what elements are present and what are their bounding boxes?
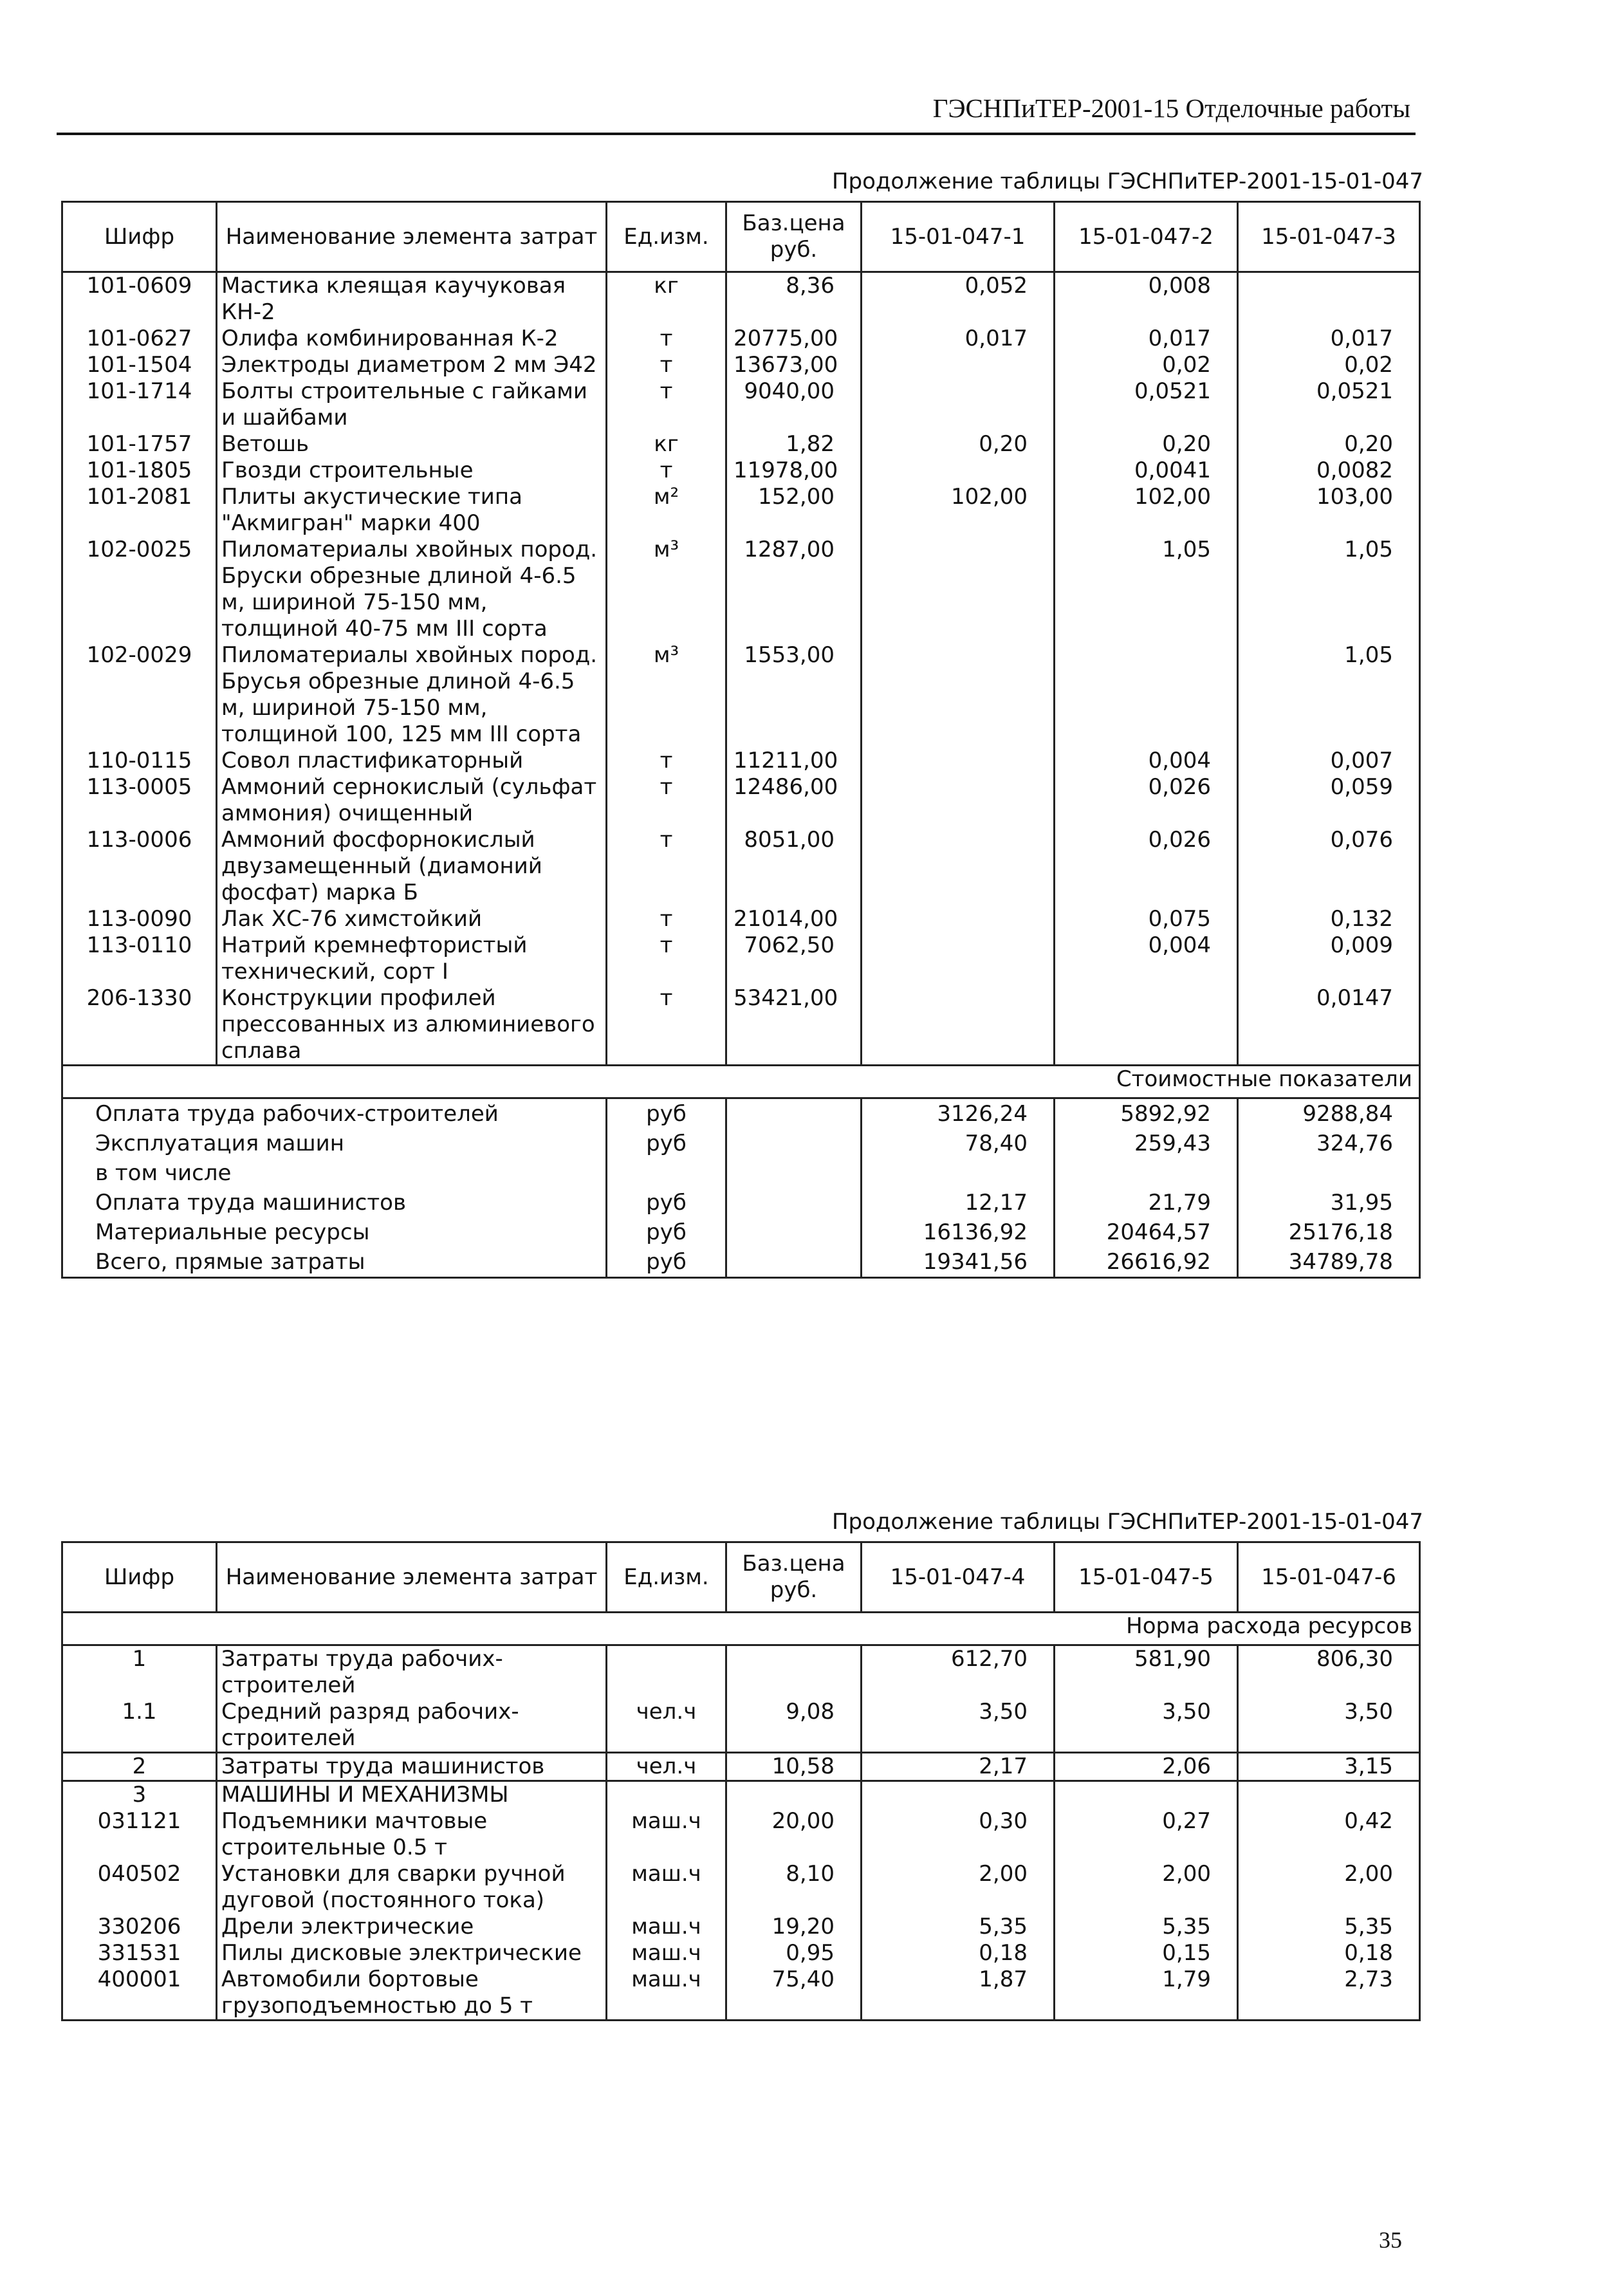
value-cell: 0,20 <box>862 431 1055 458</box>
value-cell: 0,42 <box>1238 1808 1420 1861</box>
unit-cell: т <box>607 458 726 484</box>
name-cell: Затраты труда машинистов <box>217 1753 607 1781</box>
value-cell <box>862 985 1055 1066</box>
value-cell: 3,50 <box>1238 1699 1420 1753</box>
value-cell: 9288,84 <box>1238 1098 1420 1129</box>
code-cell: 110-0115 <box>62 748 217 774</box>
value-cell: 324,76 <box>1238 1129 1420 1158</box>
value-cell: 0,20 <box>1055 431 1238 458</box>
column-header: 15-01-047-3 <box>1238 202 1420 272</box>
table-row <box>62 431 1420 458</box>
value-cell: 0,15 <box>1055 1940 1238 1966</box>
code-cell: 330206 <box>62 1914 217 1940</box>
document-title: ГЭСНПиТЕР-2001-15 Отделочные работы <box>932 93 1410 123</box>
value-cell <box>1238 272 1420 326</box>
value-cell <box>862 827 1055 906</box>
value-cell: 2,00 <box>1055 1861 1238 1914</box>
value-cell <box>862 1158 1055 1188</box>
value-cell <box>1055 1158 1238 1188</box>
name-cell: Дрели электрические <box>217 1914 607 1940</box>
value-cell: 0,052 <box>862 272 1055 326</box>
price-cell: 11211,00 <box>726 748 862 774</box>
name-cell: Гвозди строительные <box>217 458 607 484</box>
value-cell: 0,132 <box>1238 906 1420 932</box>
value-cell: 0,075 <box>1055 906 1238 932</box>
value-cell <box>1238 1158 1420 1188</box>
column-header: Шифр <box>62 1542 217 1613</box>
price-cell: 8,10 <box>726 1861 862 1914</box>
price-cell: 8051,00 <box>726 827 862 906</box>
price-cell <box>726 1645 862 1699</box>
unit-cell: т <box>607 827 726 906</box>
name-cell: Болты строительные с гайками и шайбами <box>217 378 607 431</box>
cost-banner-row <box>62 1066 1420 1098</box>
value-cell: 259,43 <box>1055 1129 1238 1158</box>
summary-row <box>62 1247 1420 1278</box>
code-cell: 113-0110 <box>62 932 217 985</box>
price-cell: 0,95 <box>726 1940 862 1966</box>
summary-row <box>62 1129 1420 1158</box>
table-row <box>62 1940 1420 1966</box>
empty-cell <box>726 1098 862 1129</box>
unit-cell <box>607 1781 726 1809</box>
value-cell: 0,27 <box>1055 1808 1238 1861</box>
value-cell: 0,059 <box>1238 774 1420 827</box>
unit-cell: м² <box>607 484 726 537</box>
value-cell: 0,20 <box>1238 431 1420 458</box>
name-cell: Автомобили бортовые грузоподъемностью до 5 т <box>217 1966 607 2021</box>
price-cell: 7062,50 <box>726 932 862 985</box>
norm-banner-row <box>62 1613 1420 1645</box>
name-cell: МАШИНЫ И МЕХАНИЗМЫ <box>217 1781 607 1809</box>
page-number: 35 <box>1379 2227 1402 2253</box>
page-header <box>57 90 1416 135</box>
unit-cell: т <box>607 378 726 431</box>
name-cell: Ветошь <box>217 431 607 458</box>
code-cell: 102-0029 <box>62 642 217 748</box>
value-cell: 0,18 <box>862 1940 1055 1966</box>
table-row <box>62 537 1420 642</box>
price-cell: 10,58 <box>726 1753 862 1781</box>
value-cell <box>1238 1781 1420 1809</box>
code-cell: 2 <box>62 1753 217 1781</box>
value-cell: 0,18 <box>1238 1940 1420 1966</box>
column-header: 15-01-047-5 <box>1055 1542 1238 1613</box>
unit-cell: кг <box>607 431 726 458</box>
name-cell: Олифа комбинированная К-2 <box>217 326 607 352</box>
value-cell: 1,05 <box>1055 537 1238 642</box>
value-cell: 2,00 <box>1238 1861 1420 1914</box>
unit-cell: чел.ч <box>607 1699 726 1753</box>
price-cell: 75,40 <box>726 1966 862 2021</box>
name-cell: Пиломатериалы хвойных пород. Брусья обрезные длиной 4-6.5 м, шириной 75-150 мм, толщиной 100, 125 мм III сорта <box>217 642 607 748</box>
table-row <box>62 1914 1420 1940</box>
value-cell: 0,026 <box>1055 827 1238 906</box>
value-cell <box>862 748 1055 774</box>
value-cell: 0,009 <box>1238 932 1420 985</box>
table-row <box>62 484 1420 537</box>
value-cell: 0,0041 <box>1055 458 1238 484</box>
value-cell: 5,35 <box>1055 1914 1238 1940</box>
value-cell: 2,06 <box>1055 1753 1238 1781</box>
name-cell: Аммоний фосфорнокислый двузамещенный (диамоний фосфат) марка Б <box>217 827 607 906</box>
name-cell: Затраты труда рабочих-строителей <box>217 1645 607 1699</box>
unit-cell: т <box>607 985 726 1066</box>
value-cell: 3,50 <box>1055 1699 1238 1753</box>
unit-cell: т <box>607 326 726 352</box>
name-cell: Подъемники мачтовые строительные 0.5 т <box>217 1808 607 1861</box>
value-cell: 5892,92 <box>1055 1098 1238 1129</box>
price-cell: 1,82 <box>726 431 862 458</box>
unit-cell: т <box>607 932 726 985</box>
table-row <box>62 1808 1420 1861</box>
unit-cell: руб <box>607 1129 726 1158</box>
code-cell: 040502 <box>62 1861 217 1914</box>
table2-caption: Продолжение таблицы ГЭСНПиТЕР-2001-15-01-047 <box>831 1509 1423 1535</box>
value-cell: 12,17 <box>862 1188 1055 1217</box>
code-cell: 113-0005 <box>62 774 217 827</box>
value-cell: 16136,92 <box>862 1217 1055 1247</box>
value-cell: 0,0147 <box>1238 985 1420 1066</box>
unit-cell <box>607 1158 726 1188</box>
value-cell <box>1055 1781 1238 1809</box>
code-cell: 102-0025 <box>62 537 217 642</box>
unit-cell: руб <box>607 1098 726 1129</box>
price-cell: 8,36 <box>726 272 862 326</box>
summary-label: Всего, прямые затраты <box>62 1247 607 1278</box>
value-cell <box>1055 642 1238 748</box>
column-header: Ед.изм. <box>607 1542 726 1613</box>
empty-cell <box>726 1247 862 1278</box>
summary-row <box>62 1217 1420 1247</box>
name-cell: Плиты акустические типа "Акмигран" марки 400 <box>217 484 607 537</box>
table-row <box>62 272 1420 326</box>
summary-label: Оплата труда рабочих-строителей <box>62 1098 607 1129</box>
column-header: Наименование элемента затрат <box>217 202 607 272</box>
value-cell: 102,00 <box>1055 484 1238 537</box>
value-cell: 1,05 <box>1238 537 1420 642</box>
column-header: 15-01-047-4 <box>862 1542 1055 1613</box>
value-cell: 25176,18 <box>1238 1217 1420 1247</box>
value-cell <box>862 642 1055 748</box>
value-cell: 0,026 <box>1055 774 1238 827</box>
code-cell: 400001 <box>62 1966 217 2021</box>
price-cell: 21014,00 <box>726 906 862 932</box>
price-cell <box>726 1781 862 1809</box>
table-row <box>62 378 1420 431</box>
value-cell <box>862 906 1055 932</box>
name-cell: Конструкции профилей прессованных из алюминиевого сплава <box>217 985 607 1066</box>
value-cell: 2,00 <box>862 1861 1055 1914</box>
table-row <box>62 1699 1420 1753</box>
code-cell: 113-0090 <box>62 906 217 932</box>
empty-cell <box>726 1217 862 1247</box>
value-cell: 102,00 <box>862 484 1055 537</box>
value-cell: 1,05 <box>1238 642 1420 748</box>
code-cell: 101-0627 <box>62 326 217 352</box>
name-cell: Совол пластификаторный <box>217 748 607 774</box>
table-row <box>62 1753 1420 1781</box>
unit-cell: м³ <box>607 642 726 748</box>
name-cell: Пиломатериалы хвойных пород. Бруски обрезные длиной 4-6.5 м, шириной 75-150 мм, толщиной 40-75 мм III сорта <box>217 537 607 642</box>
unit-cell: т <box>607 774 726 827</box>
column-header: Шифр <box>62 202 217 272</box>
unit-cell: чел.ч <box>607 1753 726 1781</box>
code-cell: 101-1757 <box>62 431 217 458</box>
table-row <box>62 326 1420 352</box>
value-cell: 0,017 <box>1238 326 1420 352</box>
price-cell: 1287,00 <box>726 537 862 642</box>
name-cell: Электроды диаметром 2 мм Э42 <box>217 352 607 378</box>
value-cell: 0,004 <box>1055 932 1238 985</box>
column-header: 15-01-047-6 <box>1238 1542 1420 1613</box>
unit-cell: м³ <box>607 537 726 642</box>
table-row <box>62 774 1420 827</box>
value-cell: 0,008 <box>1055 272 1238 326</box>
code-cell: 1 <box>62 1645 217 1699</box>
code-cell: 101-1805 <box>62 458 217 484</box>
summary-label: в том числе <box>62 1158 607 1188</box>
unit-cell: руб <box>607 1247 726 1278</box>
value-cell <box>862 932 1055 985</box>
price-cell: 1553,00 <box>726 642 862 748</box>
code-cell: 101-1714 <box>62 378 217 431</box>
table-row <box>62 642 1420 748</box>
unit-cell: маш.ч <box>607 1808 726 1861</box>
unit-cell: маш.ч <box>607 1966 726 2021</box>
empty-cell <box>726 1129 862 1158</box>
table1-header-row <box>62 202 1420 272</box>
code-cell: 1.1 <box>62 1699 217 1753</box>
value-cell: 0,076 <box>1238 827 1420 906</box>
value-cell: 0,0521 <box>1238 378 1420 431</box>
value-cell: 0,017 <box>1055 326 1238 352</box>
code-cell: 3 <box>62 1781 217 1809</box>
table-row <box>62 1966 1420 2021</box>
table-row <box>62 748 1420 774</box>
unit-cell: т <box>607 748 726 774</box>
value-cell <box>862 378 1055 431</box>
value-cell: 5,35 <box>1238 1914 1420 1940</box>
value-cell: 0,0082 <box>1238 458 1420 484</box>
value-cell: 103,00 <box>1238 484 1420 537</box>
column-header: Ед.изм. <box>607 202 726 272</box>
unit-cell: т <box>607 352 726 378</box>
value-cell: 2,73 <box>1238 1966 1420 2021</box>
name-cell: Аммоний сернокислый (сульфат аммония) очищенный <box>217 774 607 827</box>
value-cell: 0,017 <box>862 326 1055 352</box>
value-cell <box>862 458 1055 484</box>
value-cell: 0,004 <box>1055 748 1238 774</box>
table1-caption: Продолжение таблицы ГЭСНПиТЕР-2001-15-01-047 <box>831 169 1423 194</box>
unit-cell: т <box>607 906 726 932</box>
price-cell: 19,20 <box>726 1914 862 1940</box>
value-cell <box>862 774 1055 827</box>
unit-cell: руб <box>607 1217 726 1247</box>
value-cell: 0,02 <box>1238 352 1420 378</box>
code-cell: 101-1504 <box>62 352 217 378</box>
price-cell: 11978,00 <box>726 458 862 484</box>
table-row <box>62 1645 1420 1699</box>
value-cell <box>862 352 1055 378</box>
unit-cell: маш.ч <box>607 1914 726 1940</box>
name-cell: Натрий кремнефтористый технический, сорт I <box>217 932 607 985</box>
code-cell: 031121 <box>62 1808 217 1861</box>
value-cell: 26616,92 <box>1055 1247 1238 1278</box>
summary-row <box>62 1098 1420 1129</box>
name-cell: Пилы дисковые электрические <box>217 1940 607 1966</box>
summary-label: Эксплуатация машин <box>62 1129 607 1158</box>
unit-cell: маш.ч <box>607 1861 726 1914</box>
name-cell: Мастика клеящая каучуковая КН-2 <box>217 272 607 326</box>
column-header: 15-01-047-1 <box>862 202 1055 272</box>
value-cell: 0,30 <box>862 1808 1055 1861</box>
table-row <box>62 932 1420 985</box>
code-cell: 101-2081 <box>62 484 217 537</box>
value-cell <box>862 537 1055 642</box>
price-cell: 53421,00 <box>726 985 862 1066</box>
table2-header-row <box>62 1542 1420 1613</box>
name-cell: Установки для сварки ручной дуговой (постоянного тока) <box>217 1861 607 1914</box>
column-header: 15-01-047-2 <box>1055 202 1238 272</box>
summary-row <box>62 1188 1420 1217</box>
value-cell: 31,95 <box>1238 1188 1420 1217</box>
unit-cell <box>607 1645 726 1699</box>
norm-banner: Норма расхода ресурсов <box>62 1613 1420 1645</box>
unit-cell: кг <box>607 272 726 326</box>
resource-table-1 <box>61 201 1421 1279</box>
table-row <box>62 352 1420 378</box>
table-row <box>62 1861 1420 1914</box>
value-cell: 19341,56 <box>862 1247 1055 1278</box>
column-header: Наименование элемента затрат <box>217 1542 607 1613</box>
column-header: Баз.цена руб. <box>726 1542 862 1613</box>
value-cell: 806,30 <box>1238 1645 1420 1699</box>
name-cell: Средний разряд рабочих-строителей <box>217 1699 607 1753</box>
empty-cell <box>726 1188 862 1217</box>
value-cell: 3,15 <box>1238 1753 1420 1781</box>
value-cell: 3126,24 <box>862 1098 1055 1129</box>
price-cell: 12486,00 <box>726 774 862 827</box>
table-row <box>62 1781 1420 1809</box>
empty-cell <box>726 1158 862 1188</box>
unit-cell: маш.ч <box>607 1940 726 1966</box>
value-cell: 612,70 <box>862 1645 1055 1699</box>
resource-table-2 <box>61 1541 1421 2021</box>
table-row <box>62 985 1420 1066</box>
value-cell: 5,35 <box>862 1914 1055 1940</box>
price-cell: 9040,00 <box>726 378 862 431</box>
unit-cell: руб <box>607 1188 726 1217</box>
price-cell: 13673,00 <box>726 352 862 378</box>
cost-banner: Стоимостные показатели <box>62 1066 1420 1098</box>
table-row <box>62 458 1420 484</box>
value-cell: 1,87 <box>862 1966 1055 2021</box>
code-cell: 101-0609 <box>62 272 217 326</box>
value-cell: 34789,78 <box>1238 1247 1420 1278</box>
value-cell: 21,79 <box>1055 1188 1238 1217</box>
value-cell: 3,50 <box>862 1699 1055 1753</box>
code-cell: 113-0006 <box>62 827 217 906</box>
value-cell: 78,40 <box>862 1129 1055 1158</box>
value-cell <box>1055 985 1238 1066</box>
value-cell: 0,007 <box>1238 748 1420 774</box>
value-cell: 0,02 <box>1055 352 1238 378</box>
price-cell: 152,00 <box>726 484 862 537</box>
value-cell <box>862 1781 1055 1809</box>
code-cell: 206-1330 <box>62 985 217 1066</box>
value-cell: 581,90 <box>1055 1645 1238 1699</box>
value-cell: 1,79 <box>1055 1966 1238 2021</box>
value-cell: 20464,57 <box>1055 1217 1238 1247</box>
price-cell: 20775,00 <box>726 326 862 352</box>
name-cell: Лак ХС-76 химстойкий <box>217 906 607 932</box>
value-cell: 0,0521 <box>1055 378 1238 431</box>
table-row <box>62 906 1420 932</box>
summary-label: Оплата труда машинистов <box>62 1188 607 1217</box>
summary-label: Материальные ресурсы <box>62 1217 607 1247</box>
summary-row <box>62 1158 1420 1188</box>
code-cell: 331531 <box>62 1940 217 1966</box>
column-header: Баз.цена руб. <box>726 202 862 272</box>
price-cell: 20,00 <box>726 1808 862 1861</box>
table-row <box>62 827 1420 906</box>
price-cell: 9,08 <box>726 1699 862 1753</box>
value-cell: 2,17 <box>862 1753 1055 1781</box>
